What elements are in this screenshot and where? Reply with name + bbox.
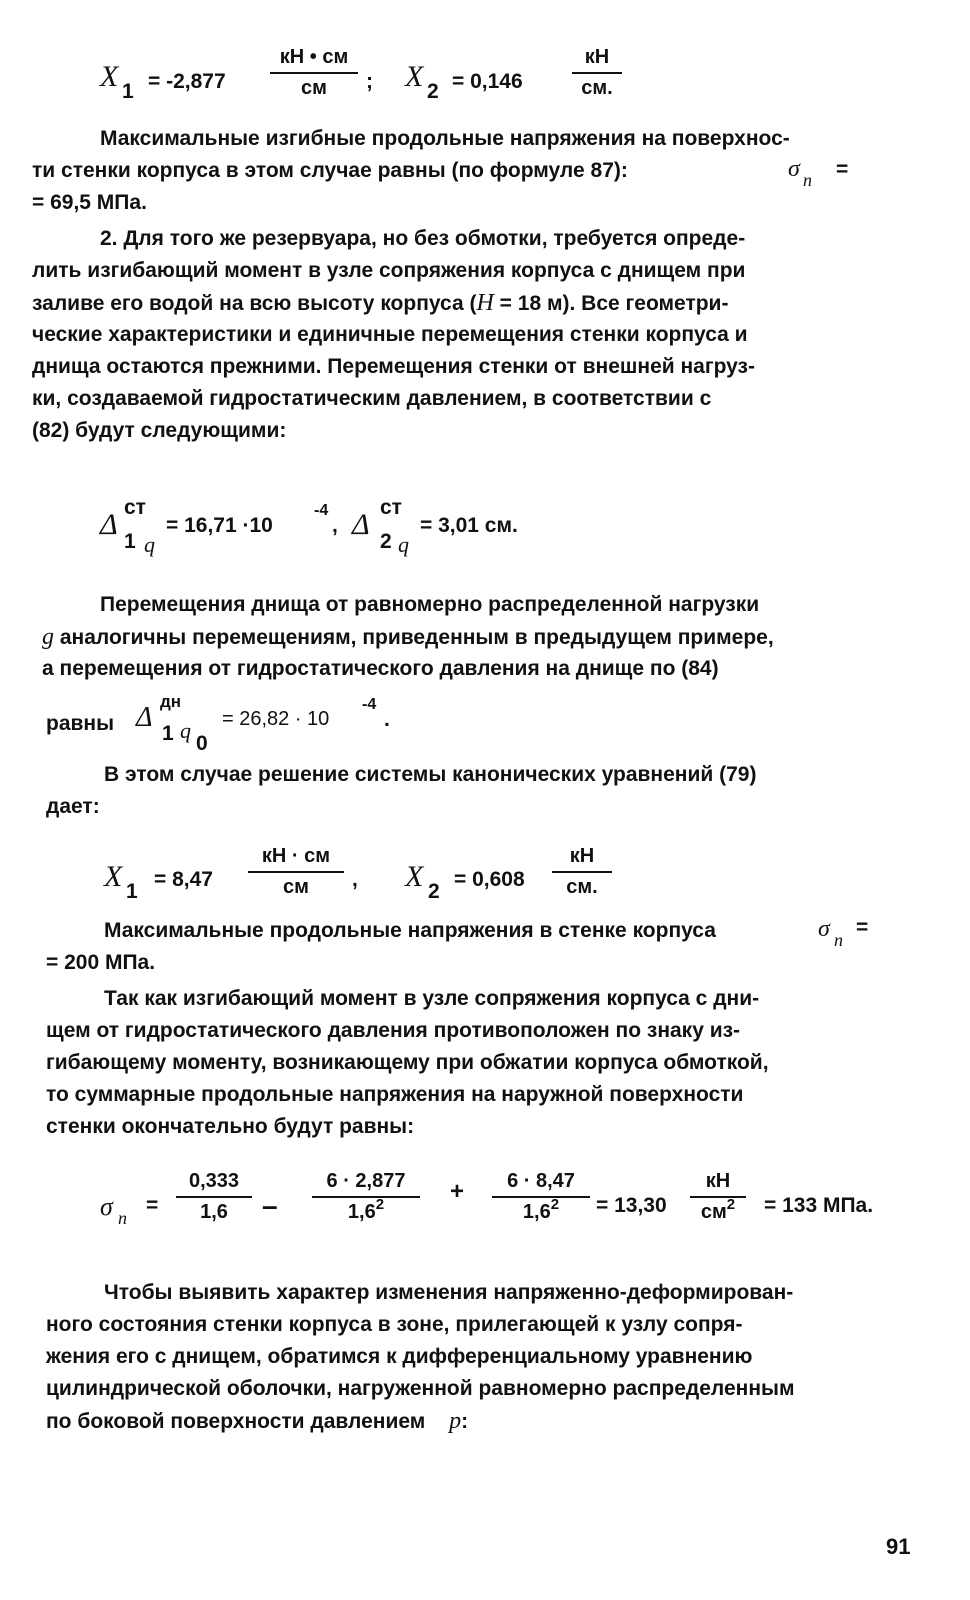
delta-subscript: 2 bbox=[380, 530, 392, 553]
period: . bbox=[384, 708, 390, 731]
delta-symbol: Δ bbox=[352, 508, 370, 541]
x1-unit-fraction bbox=[270, 46, 358, 100]
delta-symbol: Δ bbox=[100, 508, 118, 541]
separator: ; bbox=[366, 70, 373, 93]
text-fragment: заливе его водой на всю высоту корпуса ( bbox=[32, 292, 477, 315]
fraction-3-denominator-exponent: 2 bbox=[550, 1196, 560, 1213]
text-line: ного состояния стенки корпуса в зоне, прилегающей к узлу сопря- bbox=[46, 1313, 743, 1336]
x2-unit-numerator: кН bbox=[569, 845, 595, 867]
text-line: = 69,5 МПа. bbox=[32, 191, 147, 214]
text-line: щем от гидростатического давления противоположен по знаку из- bbox=[46, 1019, 741, 1042]
comma: , bbox=[332, 514, 338, 537]
x2-unit-denominator: см. bbox=[572, 72, 622, 100]
paragraph-bottom-displacements bbox=[0, 590, 970, 690]
text-line: = 200 МПа. bbox=[46, 951, 156, 974]
x1-unit-denominator: см bbox=[270, 72, 358, 100]
x2-subscript: 2 bbox=[428, 880, 440, 903]
paragraph-max-stresses bbox=[0, 124, 970, 224]
fraction-3 bbox=[492, 1170, 590, 1224]
text-line: а перемещения от гидростатического давления на днище по (84) bbox=[42, 657, 719, 680]
x1-unit-denominator: см bbox=[248, 871, 344, 899]
text-line: цилиндрической оболочки, нагруженной равномерно распределенным bbox=[46, 1377, 795, 1400]
text-line: жения его с днищем, обратимся к дифференциальному уравнению bbox=[46, 1345, 753, 1368]
g-symbol: g bbox=[42, 624, 54, 650]
text-line: гибающему моменту, возникающему при обжатии корпуса обмоткой, bbox=[46, 1051, 769, 1074]
fraction-1-numerator: 0,333 bbox=[188, 1170, 240, 1192]
text-fragment: по боковой поверхности давлением bbox=[46, 1410, 426, 1433]
delta-superscript: дн bbox=[160, 692, 182, 711]
paragraph-canonical-solution bbox=[0, 760, 970, 824]
text-line: В этом случае решение системы канонических уравнений (79) bbox=[104, 763, 757, 786]
delta-subscript: 1 bbox=[124, 530, 136, 553]
text-line: Перемещения днища от равномерно распределенной нагрузки bbox=[100, 593, 760, 616]
x2-unit-fraction bbox=[572, 46, 622, 100]
text-line: стенки окончательно будут равны: bbox=[46, 1115, 415, 1138]
text-line: ческие характеристики и единичные перемещения стенки корпуса и bbox=[32, 323, 748, 346]
q-symbol: q bbox=[398, 532, 409, 557]
lead-word: равны bbox=[46, 712, 115, 735]
unit-numerator: кН bbox=[705, 1170, 731, 1192]
delta-symbol: Δ bbox=[136, 702, 153, 733]
text-line bbox=[32, 288, 728, 319]
x1-value: = -2,877 bbox=[148, 70, 226, 93]
fraction-2 bbox=[312, 1170, 420, 1224]
text-line: Максимальные изгибные продольные напряжения на поверхнос- bbox=[100, 127, 790, 150]
x1-symbol: X bbox=[104, 860, 123, 893]
paragraph-differential-equation bbox=[0, 1278, 970, 1448]
text-line: 2. Для того же резервуара, но без обмотки, требуется опреде- bbox=[100, 227, 746, 250]
fraction-1 bbox=[176, 1170, 252, 1224]
equals-sign: = bbox=[836, 158, 849, 181]
text-line: дает: bbox=[46, 795, 100, 818]
unit-denominator bbox=[690, 1196, 746, 1224]
paragraph-example-2 bbox=[0, 224, 970, 454]
text-line: ки, создаваемой гидростатическим давлением, в соответствии с bbox=[32, 387, 712, 410]
colon: : bbox=[461, 1410, 469, 1433]
text-line: днища остаются прежними. Перемещения стенки от внешней нагруз- bbox=[32, 355, 755, 378]
sigma-subscript: n bbox=[834, 930, 843, 950]
text-line: Чтобы выявить характер изменения напряженно-деформирован- bbox=[104, 1281, 794, 1304]
x1-unit-numerator: кН • см bbox=[279, 46, 349, 68]
text-fragment: аналогичны перемещениям, приведенным в предыдущем примере, bbox=[54, 626, 774, 649]
text-fragment: = 18 м). Все геометри- bbox=[493, 292, 729, 315]
delta-1q-value: = 16,71 ·10 bbox=[166, 514, 273, 537]
text-line: ти стенки корпуса в этом случае равны (по формуле 87): bbox=[32, 159, 628, 182]
x1-subscript: 1 bbox=[126, 880, 138, 903]
x2-unit-denominator: см. bbox=[552, 871, 612, 899]
x2-symbol: X bbox=[405, 860, 424, 893]
q-symbol: q bbox=[144, 532, 155, 557]
sigma-symbol: σ bbox=[788, 156, 800, 182]
unit-denominator-base: см bbox=[700, 1201, 727, 1223]
text-line: Максимальные продольные напряжения в стенке корпуса bbox=[104, 919, 716, 942]
text-line: лить изгибающий момент в узле сопряжения корпуса с днищем при bbox=[32, 259, 746, 282]
x1-value: = 8,47 bbox=[154, 868, 213, 891]
paragraph-stress-200 bbox=[0, 916, 970, 980]
fraction-2-denominator-exponent: 2 bbox=[375, 1196, 385, 1213]
delta-subscript: 1 bbox=[162, 722, 174, 745]
x1-unit-fraction bbox=[248, 845, 344, 899]
exponent: -4 bbox=[314, 502, 329, 519]
x2-value: = 0,146 bbox=[452, 70, 523, 93]
x2-symbol: X bbox=[405, 60, 424, 93]
x2-unit-fraction bbox=[552, 845, 612, 899]
separator: , bbox=[352, 868, 358, 891]
delta-superscript: ст bbox=[124, 496, 146, 519]
fraction-3-denominator bbox=[492, 1196, 590, 1224]
x2-subscript: 2 bbox=[427, 80, 439, 103]
fraction-1-denominator: 1,6 bbox=[176, 1196, 252, 1224]
sigma-subscript: n bbox=[803, 170, 812, 190]
x1-symbol: X bbox=[100, 60, 119, 93]
minus-sign: – bbox=[262, 1190, 278, 1221]
text-line: (82) будут следующими: bbox=[32, 419, 287, 442]
exponent: -4 bbox=[362, 696, 377, 713]
unit-denominator-exponent: 2 bbox=[726, 1196, 736, 1213]
sigma-symbol: σ bbox=[818, 916, 830, 942]
plus-sign: + bbox=[450, 1178, 465, 1205]
x1-subscript: 1 bbox=[122, 80, 134, 103]
fraction-3-numerator: 6 · 8,47 bbox=[507, 1170, 575, 1192]
result-value: = 13,30 bbox=[596, 1194, 667, 1217]
fraction-2-numerator: 6 · 2,877 bbox=[326, 1170, 406, 1192]
x1-unit-numerator: кН · см bbox=[261, 845, 331, 867]
delta-2q-value: = 3,01 см. bbox=[420, 514, 518, 537]
equals-sign: = bbox=[146, 1194, 159, 1217]
q-subscript: 0 bbox=[196, 732, 208, 755]
text-line: Так как изгибающий момент в узле сопряжения корпуса с дни- bbox=[104, 987, 760, 1010]
fraction-2-denominator-base: 1,6 bbox=[347, 1201, 376, 1223]
sigma-subscript: n bbox=[118, 1208, 127, 1228]
x2-value: = 0,608 bbox=[454, 868, 525, 891]
delta-1q0-value: = 26,82 · 10 bbox=[222, 708, 330, 730]
page-number: 91 bbox=[886, 1534, 911, 1559]
unit-fraction bbox=[690, 1170, 746, 1224]
delta-superscript: ст bbox=[380, 496, 402, 519]
final-value: = 133 МПа. bbox=[764, 1194, 874, 1217]
text-line bbox=[46, 1406, 468, 1437]
p-symbol: p bbox=[449, 1408, 462, 1434]
equals-sign: = bbox=[856, 916, 869, 939]
q-symbol: q bbox=[180, 718, 191, 743]
paragraph-total-stresses bbox=[0, 984, 970, 1154]
height-symbol: H bbox=[476, 290, 494, 316]
text-line: то суммарные продольные напряжения на наружной поверхности bbox=[46, 1083, 744, 1106]
fraction-2-denominator bbox=[312, 1196, 420, 1224]
text-line bbox=[42, 622, 774, 653]
sigma-symbol: σ bbox=[100, 1192, 113, 1221]
x2-unit-numerator: кН bbox=[584, 46, 610, 68]
fraction-3-denominator-base: 1,6 bbox=[522, 1201, 551, 1223]
